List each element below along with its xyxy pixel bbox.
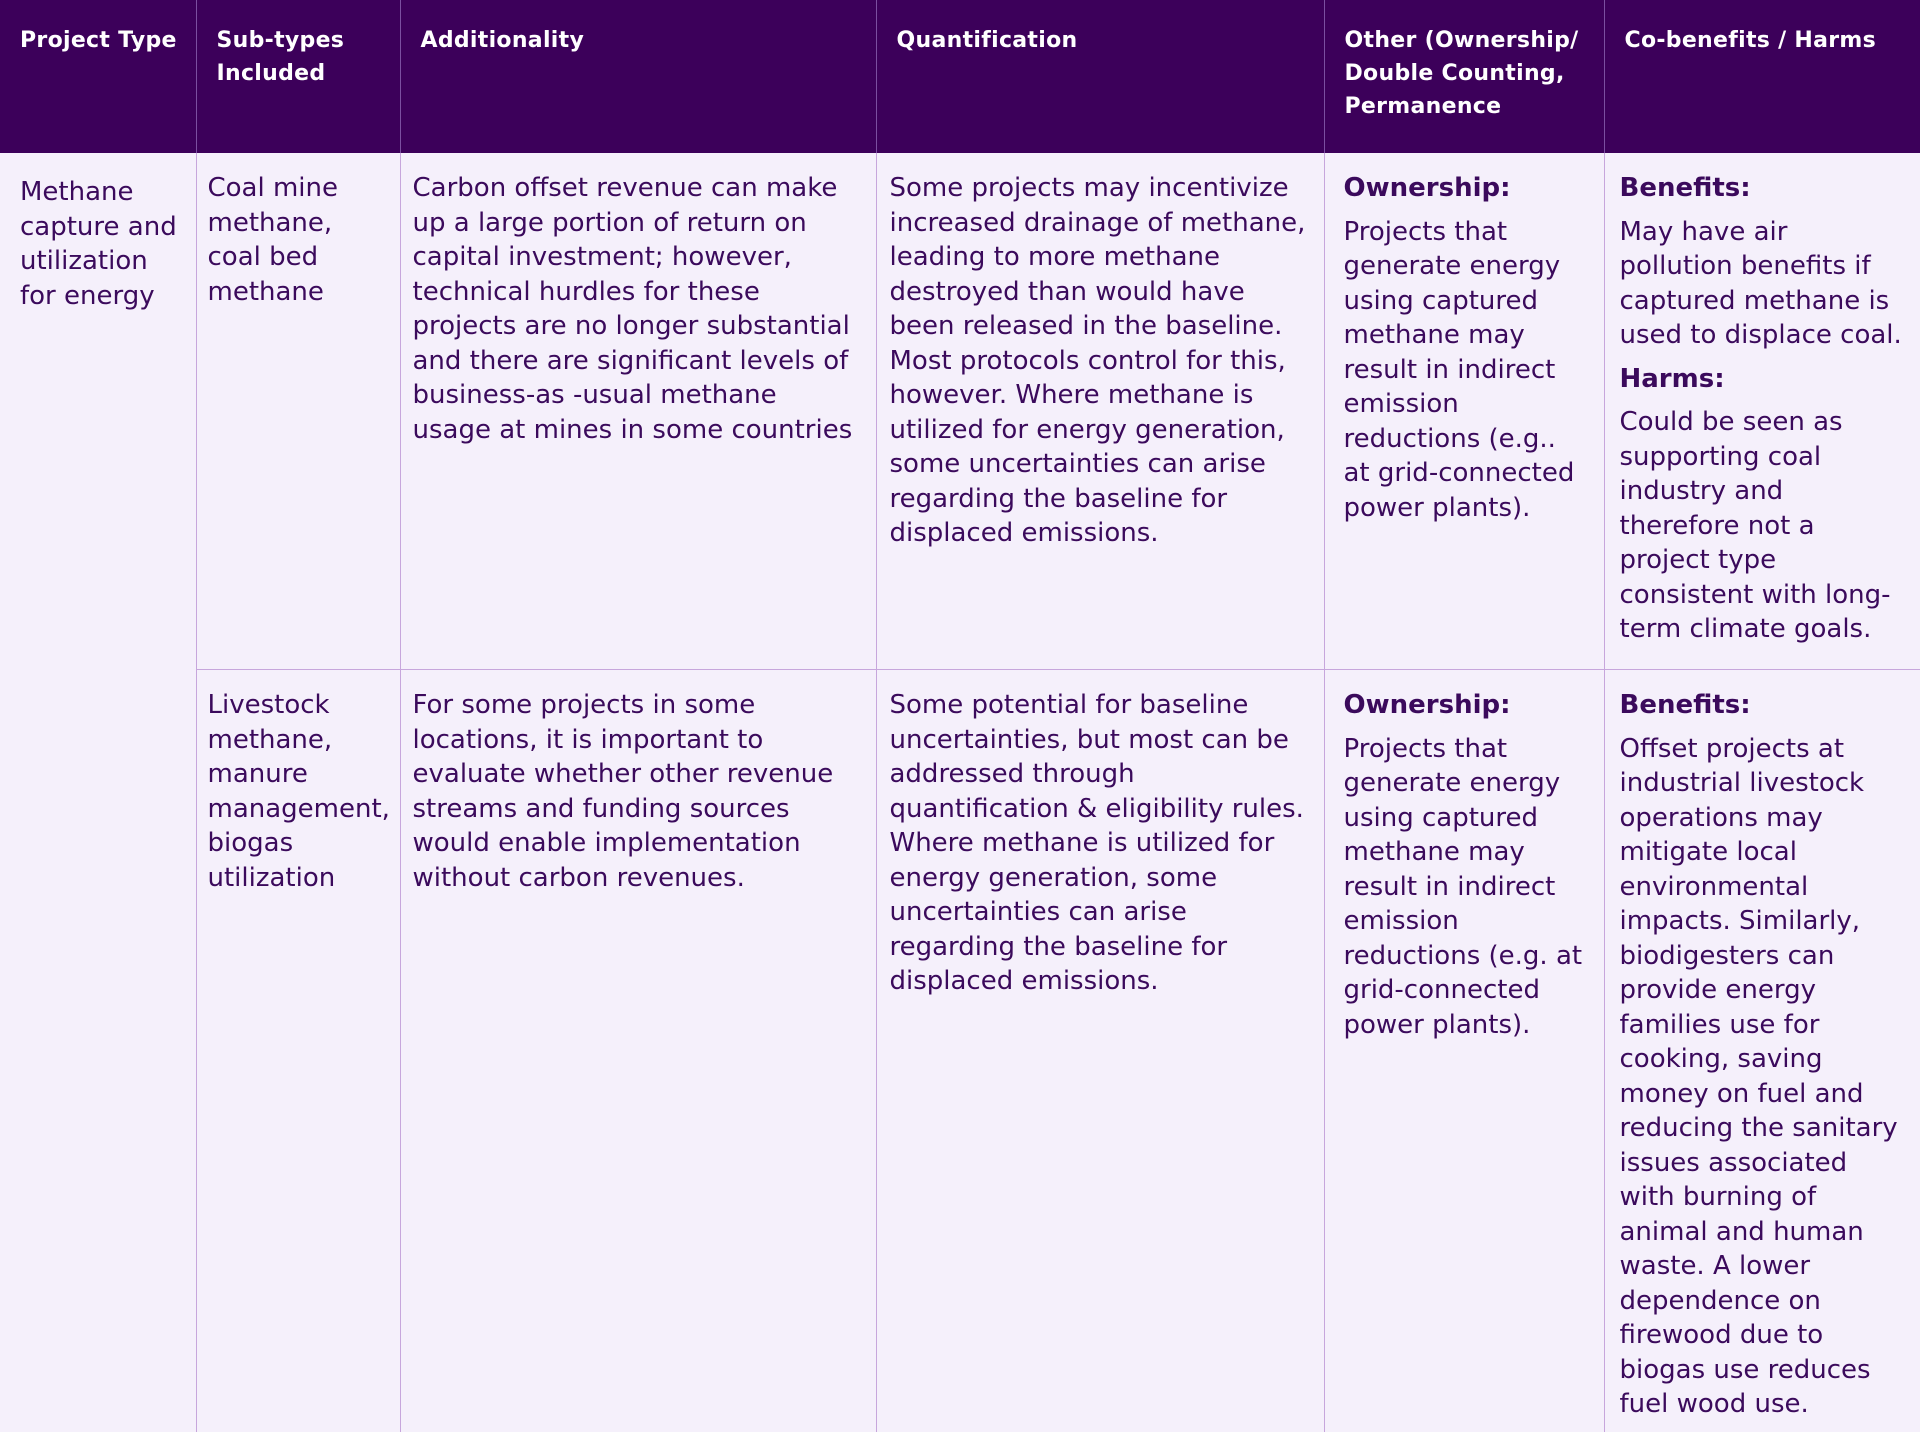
benefits-heading: Benefits:	[1619, 690, 1751, 720]
harms-text: Could be seen as supporting coal industry and therefore not a project type consistent with long-term climate goals.	[1619, 407, 1891, 644]
table-row	[0, 670, 1920, 1432]
table-row	[0, 153, 1920, 670]
subtypes-cell: Livestock methane, manure management, biogas utilization	[196, 670, 400, 1432]
subtypes-cell: Coal mine methane, coal bed methane	[196, 153, 400, 670]
header-sub-types: Sub-types Included	[196, 0, 400, 153]
header-quantification: Quantification	[876, 0, 1324, 153]
additionality-cell: For some projects in some locations, it is important to evaluate whether other revenue streams and funding sources would enable implementation without carbon revenues.	[400, 670, 876, 1432]
benefits-heading: Benefits:	[1619, 173, 1751, 203]
header-co-benefits-harms: Co-benefits / Harms	[1604, 0, 1920, 153]
quantification-cell: Some potential for baseline uncertainties, but most can be addressed through quantification & eligibility rules. Where methane is utilized for energy generation, some uncertainties can arise regarding the baseline for displaced emissions.	[876, 670, 1324, 1432]
header-additionality: Additionality	[400, 0, 876, 153]
other-cell	[1324, 670, 1604, 1432]
benefits-text: May have air pollution benefits if captured methane is used to displace coal.	[1619, 216, 1902, 350]
header-project-type: Project Type	[0, 0, 196, 153]
project-type-cell: Methane capture and utilization for energy	[20, 177, 177, 311]
benefits-text: Offset projects at industrial livestock operations may mitigate local environmental impacts. Similarly, biodigesters can provide energy families use for cooking, saving money on fuel and reducing the sanitary issues associated with burning of animal and human waste. A lower dependence on firewood due to biogas use reduces fuel wood use.	[1619, 733, 1898, 1419]
additionality-cell: Carbon offset revenue can make up a large portion of return on capital investment; however, technical hurdles for these projects are no longer substantial and there are significant levels of business-as -usual methane usage at mines in some countries	[400, 153, 876, 670]
table-body	[0, 153, 1920, 1432]
cobenefits-cell	[1604, 153, 1920, 670]
header-other: Other (Ownership/ Double Counting, Permanence	[1324, 0, 1604, 153]
cobenefits-cell	[1604, 670, 1920, 1432]
ownership-text: Projects that generate energy using captured methane may result in indirect emission reductions (e.g.. at grid-connected power plants).	[1343, 216, 1575, 523]
quantification-cell: Some projects may incentivize increased drainage of methane, leading to more methane destroyed than would have been released in the baseline. Most protocols control for this, however. Where methane is utilized for energy generation, some uncertainties can arise regarding the baseline for displaced emissions.	[876, 153, 1324, 670]
table-header	[0, 0, 1920, 153]
ownership-text: Projects that generate energy using captured methane may result in indirect emission reductions (e.g. at grid-connected power plants).	[1343, 733, 1583, 1040]
harms-heading: Harms:	[1619, 363, 1725, 394]
other-cell	[1324, 153, 1604, 670]
header-row	[0, 0, 1920, 153]
ownership-heading: Ownership:	[1343, 690, 1511, 720]
ownership-heading: Ownership:	[1343, 173, 1511, 203]
